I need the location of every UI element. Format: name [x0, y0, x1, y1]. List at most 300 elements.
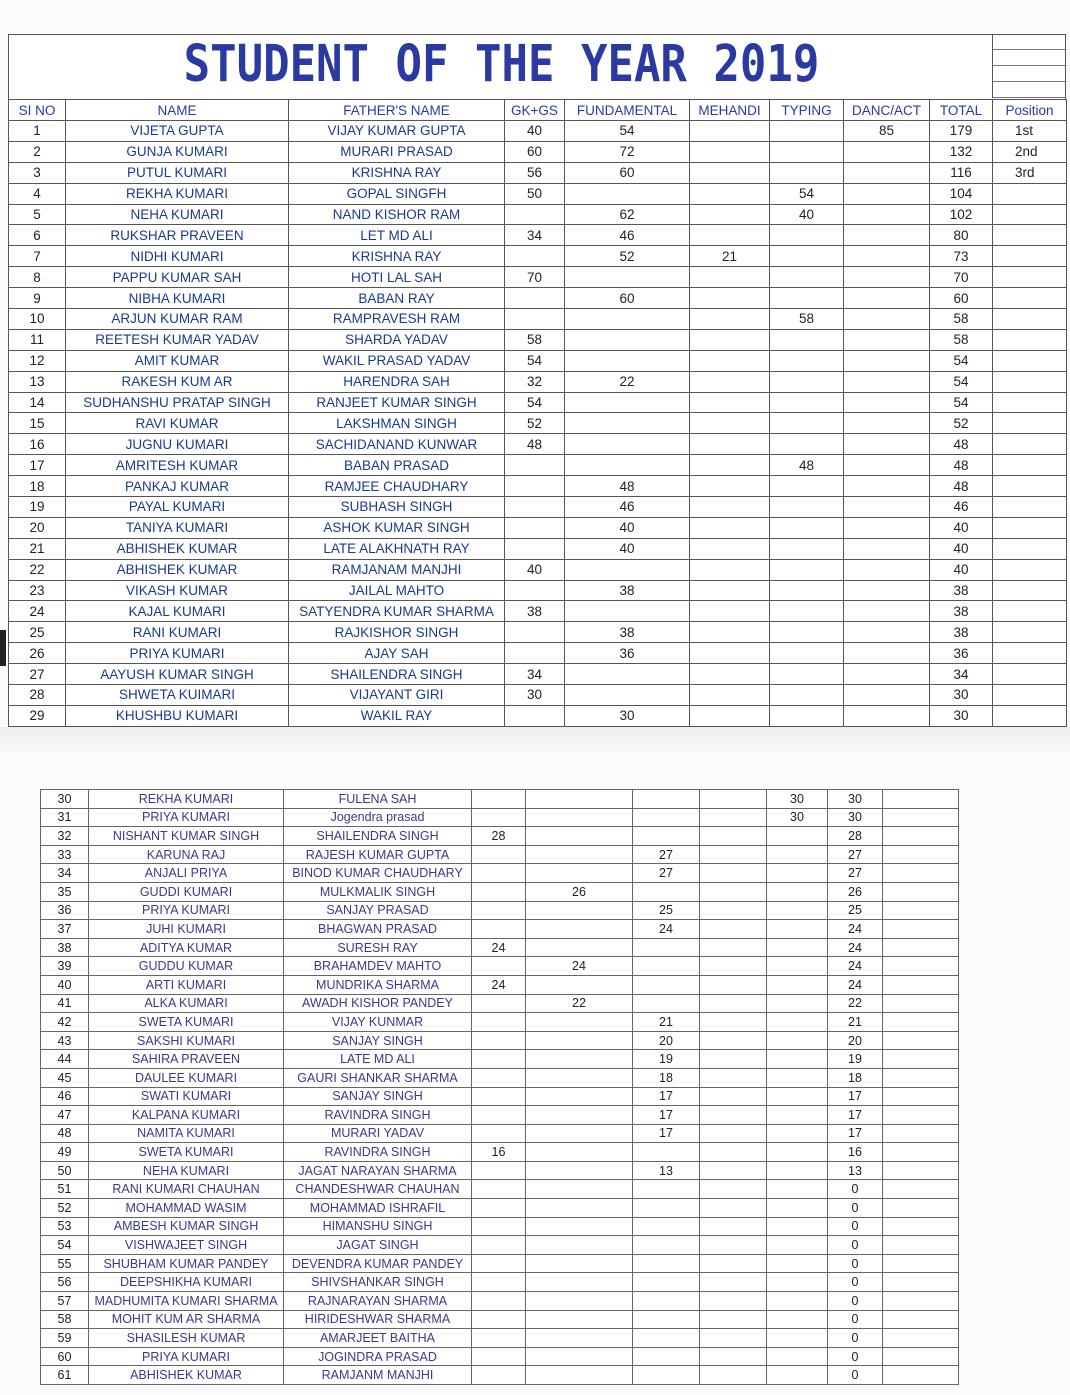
cell-fathers-name: JAGAT SINGH [284, 1236, 472, 1255]
cell-fathers-name: RAVINDRA SINGH [284, 1143, 472, 1162]
table-row [9, 183, 1067, 204]
cell-typing [700, 1143, 767, 1162]
cell-typing [700, 1013, 767, 1032]
table-row [9, 392, 1067, 413]
cell-typing [700, 827, 767, 846]
cell-total: 54 [930, 371, 993, 392]
cell-name: PUTUL KUMARI [66, 162, 289, 183]
table-row [9, 705, 1067, 726]
cell-gk-gs [505, 497, 565, 518]
cell-mehandi [633, 994, 700, 1013]
cell-fundamental [526, 938, 633, 957]
column-header-mehandi: MEHANDI [690, 100, 770, 121]
cell-gk-gs [505, 705, 565, 726]
cell-name: PAPPU KUMAR SAH [66, 267, 289, 288]
cell-sl-no: 55 [41, 1254, 89, 1273]
cell-mehandi [633, 1217, 700, 1236]
cell-danc-act [767, 1161, 828, 1180]
cell-position [993, 371, 1067, 392]
cell-name: RAKESH KUM AR [66, 371, 289, 392]
cell-gk-gs [505, 204, 565, 225]
cell-position [883, 1366, 959, 1385]
cell-total: 58 [930, 309, 993, 330]
cell-danc-act [767, 1236, 828, 1255]
cell-fundamental [526, 1273, 633, 1292]
cell-position [883, 994, 959, 1013]
cell-danc-act [767, 1329, 828, 1348]
cell-sl-no: 19 [9, 497, 66, 518]
cell-total: 24 [828, 957, 883, 976]
cell-position [883, 1031, 959, 1050]
cell-total: 0 [828, 1366, 883, 1385]
cell-typing [770, 685, 844, 706]
cell-mehandi [633, 1254, 700, 1273]
cell-name: RUKSHAR PRAVEEN [66, 225, 289, 246]
cell-typing [770, 392, 844, 413]
cell-gk-gs [505, 580, 565, 601]
cell-position [883, 901, 959, 920]
cell-gk-gs: 60 [505, 141, 565, 162]
table-row [9, 664, 1067, 685]
cell-total: 132 [930, 141, 993, 162]
table-row [41, 1254, 959, 1273]
cell-sl-no: 8 [9, 267, 66, 288]
cell-sl-no: 10 [9, 309, 66, 330]
cell-gk-gs [472, 1347, 526, 1366]
table-row [41, 920, 959, 939]
cell-mehandi [690, 622, 770, 643]
cell-typing: 58 [770, 309, 844, 330]
cell-sl-no: 21 [9, 538, 66, 559]
cell-typing [700, 1310, 767, 1329]
cell-fathers-name: NAND KISHOR RAM [289, 204, 505, 225]
cell-total: 19 [828, 1050, 883, 1069]
cell-sl-no: 24 [9, 601, 66, 622]
cell-total: 46 [930, 497, 993, 518]
cell-fathers-name: LAKSHMAN SINGH [289, 413, 505, 434]
cell-sl-no: 57 [41, 1292, 89, 1311]
cell-fathers-name: Jogendra prasad [284, 808, 472, 827]
cell-gk-gs [505, 538, 565, 559]
cell-total: 16 [828, 1143, 883, 1162]
cell-mehandi: 20 [633, 1031, 700, 1050]
cell-fundamental: 40 [565, 517, 690, 538]
cell-danc-act [767, 1217, 828, 1236]
cell-fundamental [526, 1236, 633, 1255]
cell-mehandi [633, 1180, 700, 1199]
column-header-typing: TYPING [770, 100, 844, 121]
cell-danc-act [767, 938, 828, 957]
cell-gk-gs: 70 [505, 267, 565, 288]
cell-fundamental [526, 1254, 633, 1273]
cell-fathers-name: SANJAY PRASAD [284, 901, 472, 920]
cell-fundamental [526, 1217, 633, 1236]
table-row [41, 1013, 959, 1032]
cell-position [993, 559, 1067, 580]
cell-typing [700, 938, 767, 957]
cell-position [883, 882, 959, 901]
cell-position [993, 350, 1067, 371]
cell-gk-gs [472, 1180, 526, 1199]
cell-fundamental: 30 [565, 705, 690, 726]
cell-fundamental: 46 [565, 225, 690, 246]
cell-fathers-name: RAMJANAM MANJHI [289, 559, 505, 580]
cell-fathers-name: BABAN PRASAD [289, 455, 505, 476]
cell-total: 30 [930, 685, 993, 706]
cell-typing [770, 246, 844, 267]
cell-name: GUDDI KUMARI [89, 882, 284, 901]
title-side-box [992, 34, 1065, 98]
cell-mehandi [690, 121, 770, 142]
table-row [9, 288, 1067, 309]
cell-fundamental: 54 [565, 121, 690, 142]
cell-fundamental [526, 920, 633, 939]
cell-typing [700, 901, 767, 920]
cell-typing [700, 1068, 767, 1087]
cell-fathers-name: BINOD KUMAR CHAUDHARY [284, 864, 472, 883]
cell-position [883, 1310, 959, 1329]
cell-gk-gs: 56 [505, 162, 565, 183]
cell-gk-gs [505, 309, 565, 330]
score-sheet-page-2 [40, 789, 958, 1385]
cell-mehandi [633, 1347, 700, 1366]
cell-danc-act [767, 1180, 828, 1199]
cell-position [883, 975, 959, 994]
cell-mehandi [690, 204, 770, 225]
cell-position [883, 845, 959, 864]
cell-danc-act [844, 517, 930, 538]
cell-position [883, 1329, 959, 1348]
cell-sl-no: 7 [9, 246, 66, 267]
cell-danc-act [767, 1031, 828, 1050]
cell-danc-act [767, 1254, 828, 1273]
cell-name: REKHA KUMARI [66, 183, 289, 204]
cell-mehandi [690, 517, 770, 538]
cell-total: 40 [930, 559, 993, 580]
cell-mehandi [633, 1273, 700, 1292]
cell-danc-act [844, 329, 930, 350]
cell-name: ABHISHEK KUMAR [66, 559, 289, 580]
cell-name: JUHI KUMARI [89, 920, 284, 939]
cell-typing [700, 1366, 767, 1385]
table-row [41, 1273, 959, 1292]
cell-gk-gs: 38 [505, 601, 565, 622]
cell-name: ANJALI PRIYA [89, 864, 284, 883]
cell-fundamental [526, 827, 633, 846]
cell-sl-no: 59 [41, 1329, 89, 1348]
cell-fundamental: 62 [565, 204, 690, 225]
cell-typing [700, 1254, 767, 1273]
cell-gk-gs [472, 1013, 526, 1032]
cell-position [993, 622, 1067, 643]
table-row [41, 975, 959, 994]
cell-fathers-name: LATE MD ALI [284, 1050, 472, 1069]
cell-mehandi: 19 [633, 1050, 700, 1069]
cell-total: 58 [930, 329, 993, 350]
cell-fathers-name: VIJAYANT GIRI [289, 685, 505, 706]
cell-total: 0 [828, 1199, 883, 1218]
cell-total: 13 [828, 1161, 883, 1180]
cell-gk-gs: 32 [505, 371, 565, 392]
cell-danc-act [767, 1273, 828, 1292]
cell-danc-act [767, 1087, 828, 1106]
cell-typing [770, 350, 844, 371]
cell-total: 18 [828, 1068, 883, 1087]
cell-fundamental [565, 309, 690, 330]
cell-danc-act [844, 371, 930, 392]
cell-fathers-name: DEVENDRA KUMAR PANDEY [284, 1254, 472, 1273]
cell-fathers-name: LET MD ALI [289, 225, 505, 246]
cell-mehandi [633, 975, 700, 994]
cell-name: RANI KUMARI [66, 622, 289, 643]
cell-mehandi: 21 [633, 1013, 700, 1032]
cell-name: VIJETA GUPTA [66, 121, 289, 142]
cell-sl-no: 3 [9, 162, 66, 183]
cell-gk-gs [472, 1031, 526, 1050]
cell-mehandi [690, 267, 770, 288]
cell-name: PANKAJ KUMAR [66, 476, 289, 497]
cell-name: DAULEE KUMARI [89, 1068, 284, 1087]
table-row [41, 845, 959, 864]
cell-fathers-name: GOPAL SINGFH [289, 183, 505, 204]
table-row [41, 1087, 959, 1106]
cell-sl-no: 54 [41, 1236, 89, 1255]
table-row [9, 559, 1067, 580]
cell-typing [770, 622, 844, 643]
cell-sl-no: 60 [41, 1347, 89, 1366]
cell-name: ABHISHEK KUMAR [66, 538, 289, 559]
cell-mehandi [690, 309, 770, 330]
cell-position [883, 1050, 959, 1069]
cell-mehandi [690, 601, 770, 622]
cell-fathers-name: VIJAY KUNMAR [284, 1013, 472, 1032]
results-table-body [9, 121, 1067, 727]
cell-total: 0 [828, 1180, 883, 1199]
cell-name: REETESH KUMAR YADAV [66, 329, 289, 350]
cell-total: 26 [828, 882, 883, 901]
column-header-position: Position [993, 100, 1067, 121]
cell-gk-gs [472, 1292, 526, 1311]
cell-typing [700, 1031, 767, 1050]
cell-gk-gs [472, 957, 526, 976]
cell-name: ARJUN KUMAR RAM [66, 309, 289, 330]
cell-fathers-name: JAGAT NARAYAN SHARMA [284, 1161, 472, 1180]
cell-gk-gs [472, 790, 526, 809]
cell-name: NEHA KUMARI [89, 1161, 284, 1180]
table-row [41, 1310, 959, 1329]
cell-fathers-name: VIJAY KUMAR GUPTA [289, 121, 505, 142]
cell-sl-no: 17 [9, 455, 66, 476]
cell-sl-no: 45 [41, 1068, 89, 1087]
cell-typing [700, 1106, 767, 1125]
cell-danc-act [844, 601, 930, 622]
cell-typing: 54 [770, 183, 844, 204]
cell-fundamental: 60 [565, 162, 690, 183]
cell-mehandi [690, 538, 770, 559]
cell-position [993, 664, 1067, 685]
table-row [41, 901, 959, 920]
cell-fundamental [565, 455, 690, 476]
cell-typing [700, 1236, 767, 1255]
cell-name: SHUBHAM KUMAR PANDEY [89, 1254, 284, 1273]
cell-mehandi: 27 [633, 845, 700, 864]
cell-typing [700, 1329, 767, 1348]
cell-fundamental [565, 183, 690, 204]
cell-sl-no: 37 [41, 920, 89, 939]
cell-fundamental [526, 901, 633, 920]
cell-gk-gs [472, 1254, 526, 1273]
cell-name: MADHUMITA KUMARI SHARMA [89, 1292, 284, 1311]
cell-danc-act [844, 559, 930, 580]
table-row [41, 790, 959, 809]
cell-name: NISHANT KUMAR SINGH [89, 827, 284, 846]
cell-mehandi [690, 580, 770, 601]
table-row [41, 1161, 959, 1180]
cell-sl-no: 61 [41, 1366, 89, 1385]
cell-position [883, 827, 959, 846]
cell-position [993, 434, 1067, 455]
cell-mehandi [633, 1310, 700, 1329]
cell-fathers-name: AMARJEET BAITHA [284, 1329, 472, 1348]
cell-fathers-name: SHAILENDRA SINGH [289, 664, 505, 685]
cell-position [993, 413, 1067, 434]
cell-mehandi [690, 705, 770, 726]
cell-total: 24 [828, 975, 883, 994]
cell-typing [700, 790, 767, 809]
cell-typing [770, 497, 844, 518]
cell-sl-no: 15 [9, 413, 66, 434]
cell-gk-gs [505, 288, 565, 309]
cell-sl-no: 41 [41, 994, 89, 1013]
cell-fathers-name: WAKIL PRASAD YADAV [289, 350, 505, 371]
cell-fundamental: 22 [565, 371, 690, 392]
cell-mehandi: 24 [633, 920, 700, 939]
table-row [9, 329, 1067, 350]
cell-fundamental: 40 [565, 538, 690, 559]
cell-mehandi [633, 790, 700, 809]
cell-mehandi [690, 288, 770, 309]
cell-typing [770, 225, 844, 246]
cell-mehandi [633, 1143, 700, 1162]
title-banner [8, 34, 1066, 99]
cell-fathers-name: RAJNARAYAN SHARMA [284, 1292, 472, 1311]
cell-sl-no: 26 [9, 643, 66, 664]
cell-typing [770, 329, 844, 350]
cell-sl-no: 5 [9, 204, 66, 225]
cell-position [993, 267, 1067, 288]
cell-sl-no: 58 [41, 1310, 89, 1329]
cell-danc-act [767, 1124, 828, 1143]
cell-gk-gs: 28 [472, 827, 526, 846]
cell-total: 52 [930, 413, 993, 434]
cell-fathers-name: AWADH KISHOR PANDEY [284, 994, 472, 1013]
cell-gk-gs: 24 [472, 938, 526, 957]
cell-fundamental [565, 329, 690, 350]
cell-total: 28 [828, 827, 883, 846]
cell-mehandi [690, 162, 770, 183]
cell-mehandi [690, 329, 770, 350]
cell-position [993, 517, 1067, 538]
cell-position [883, 1254, 959, 1273]
results-table-continued [40, 789, 959, 1385]
cell-total: 20 [828, 1031, 883, 1050]
cell-fathers-name: JAILAL MAHTO [289, 580, 505, 601]
cell-danc-act [844, 705, 930, 726]
cell-name: NAMITA KUMARI [89, 1124, 284, 1143]
cell-name: JUGNU KUMARI [66, 434, 289, 455]
cell-sl-no: 16 [9, 434, 66, 455]
cell-danc-act [844, 350, 930, 371]
cell-name: AAYUSH KUMAR SINGH [66, 664, 289, 685]
cell-fundamental [565, 685, 690, 706]
cell-name: SAHIRA PRAVEEN [89, 1050, 284, 1069]
cell-gk-gs [472, 994, 526, 1013]
cell-gk-gs: 50 [505, 183, 565, 204]
cell-position [883, 1013, 959, 1032]
cell-position [993, 288, 1067, 309]
cell-mehandi [633, 1329, 700, 1348]
table-header-row [9, 100, 1067, 121]
cell-total: 21 [828, 1013, 883, 1032]
table-row [41, 882, 959, 901]
cell-position [883, 957, 959, 976]
cell-sl-no: 53 [41, 1217, 89, 1236]
cell-sl-no: 14 [9, 392, 66, 413]
page-title: STUDENT OF THE YEAR 2019 [183, 35, 820, 94]
cell-total: 40 [930, 538, 993, 559]
table-row [9, 204, 1067, 225]
cell-gk-gs [472, 1106, 526, 1125]
cell-fundamental: 46 [565, 497, 690, 518]
cell-typing [770, 141, 844, 162]
cell-typing [700, 1050, 767, 1069]
cell-name: ADITYA KUMAR [89, 938, 284, 957]
cell-danc-act [844, 434, 930, 455]
cell-fathers-name: HIMANSHU SINGH [284, 1217, 472, 1236]
cell-typing [770, 643, 844, 664]
cell-name: KHUSHBU KUMARI [66, 705, 289, 726]
cell-name: REKHA KUMARI [89, 790, 284, 809]
table-row [41, 1068, 959, 1087]
cell-total: 30 [828, 790, 883, 809]
cell-fundamental: 38 [565, 622, 690, 643]
cell-position [883, 864, 959, 883]
cell-position [993, 204, 1067, 225]
cell-name: GUNJA KUMARI [66, 141, 289, 162]
table-row [9, 517, 1067, 538]
table-row [41, 1031, 959, 1050]
cell-fathers-name: SURESH RAY [284, 938, 472, 957]
cell-gk-gs: 52 [505, 413, 565, 434]
cell-danc-act [767, 864, 828, 883]
cell-fundamental: 24 [526, 957, 633, 976]
cell-position [883, 808, 959, 827]
cell-fathers-name: MURARI PRASAD [289, 141, 505, 162]
cell-total: 54 [930, 392, 993, 413]
cell-fathers-name: BRAHAMDEV MAHTO [284, 957, 472, 976]
cell-danc-act [767, 1143, 828, 1162]
table-row [41, 1106, 959, 1125]
cell-gk-gs: 30 [505, 685, 565, 706]
cell-fathers-name: SANJAY SINGH [284, 1031, 472, 1050]
cell-mehandi: 17 [633, 1106, 700, 1125]
cell-sl-no: 34 [41, 864, 89, 883]
cell-danc-act [844, 267, 930, 288]
cell-sl-no: 46 [41, 1087, 89, 1106]
score-sheet-page-1 [8, 34, 1066, 727]
cell-danc-act [844, 476, 930, 497]
table-row [9, 497, 1067, 518]
